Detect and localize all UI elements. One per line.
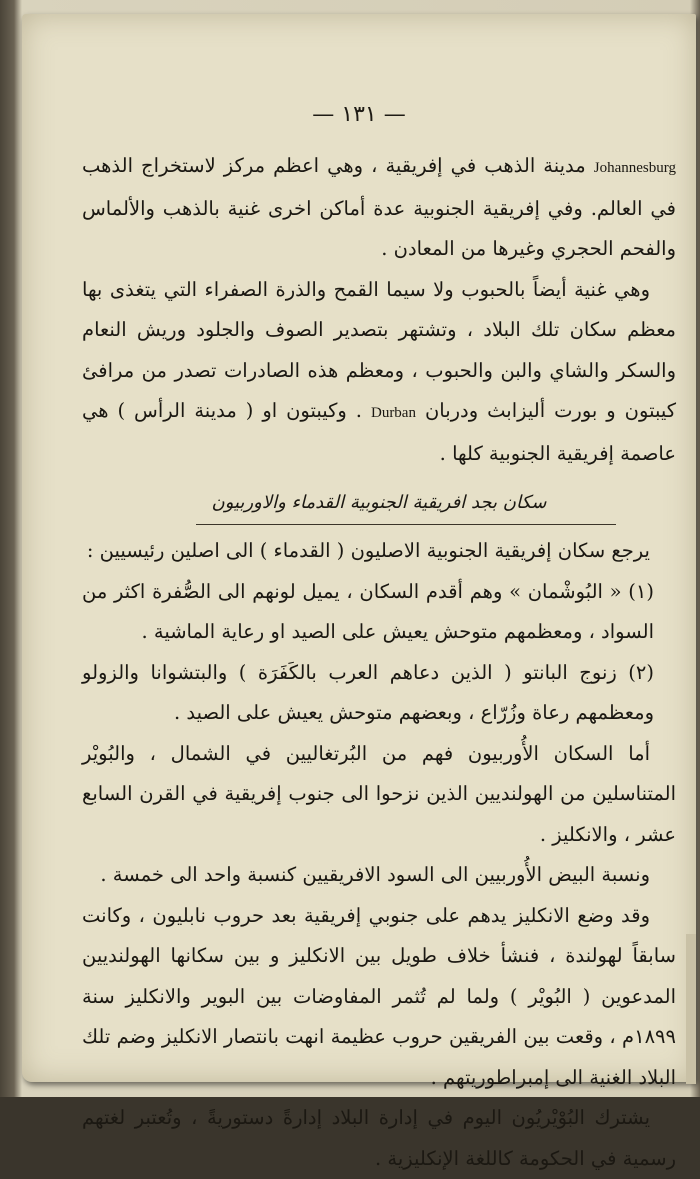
paragraph-text: مدينة الذهب في إفريقية ، وهي اعظم مركز لاستخراج الذهب في (82, 154, 676, 220)
paragraph-text: . وكيبتون او ( مدينة الرأس ) هي عاصمة إفريقية الجنوبية كلها . (82, 399, 676, 465)
paragraph-bushmen: (١) « البُوشْمان » وهم أقدم السكان ، يميل لونهم الى الصُّفرة اكثر من السواد ، ومعظمهم متوحش يعيش على الصيد او رعاية الماشية . (82, 579, 654, 643)
paragraph-exports (82, 270, 676, 475)
torn-page-edge (686, 934, 696, 1084)
paragraph-bantu: (٢) زنوج البانتو ( الذين دعاهم العرب بالكَفَرَة ) والبتشوانا والزولو ومعظمهم رعاة وزُرّاع ، وبعضهم متوحش يعيش على الصيد . (82, 660, 654, 724)
page-number: — ١٣١ — (312, 102, 406, 127)
book-page (22, 14, 696, 1170)
paragraph-johannesburg (82, 146, 676, 270)
paragraph-ratio: ونسبة البيض الأُوربيين الى السود الافريقيين كنسبة واحد الى خمسة . (100, 863, 650, 886)
paragraph-boers-today: يشترك البُوْيْريُون اليوم في إدارة البلاد إدارةً دستوريةً ، وتُعتبر لغتهم رسمية في الحكومة كاللغة الإنكليزية . (82, 1106, 676, 1170)
paragraph-origins: يرجع سكان إفريقية الجنوبية الاصليون ( القدماء ) الى اصلين رئيسيين : (86, 539, 650, 562)
paragraph-text: وهي غنية أيضاً بالحبوب ولا سيما القمح والذرة الصفراء التي يتغذى بها معظم سكان تلك البلاد ، وتشتهر بتصدير الصوف والجلود وريش النعام والسكر والشاي والبن والحبوب ، ومعظم هذه الصادرات تصدر من مرافئ كيبتون و بورت أليزابث ودربان (82, 277, 676, 422)
page-body (82, 146, 676, 1179)
latin-word-johannesburg: Johannesburg (593, 160, 676, 176)
paragraph-europeans: أما السكان الأُوربيون فهم من البُرتغاليين في الشمال ، والبُويْر المتناسلين من الهولنديين الذين نزحوا الى جنوب إفريقية في القرن السابع عشر ، والانكليز . (82, 741, 676, 846)
paragraph-english-rule: وقد وضع الانكليز يدهم على جنوبي إفريقية بعد حروب نابليون ، وكانت سابقاً لهولندة ، فنشأ خلاف طويل بين الانكليز و بين سكانها الهولنديين المدعوين ( البُويْر ) ولما لم تُثمر المفاوضات بين البوير والانكليز سنة ١٨٩٩م ، وقعت بين الفريقين حروب عظيمة انهت بانتصار الانكليز وضم تلك البلاد الغنية الى إمبراطوريتهم . (82, 903, 676, 1089)
paragraph-text: العالم. وفي إفريقية الجنوبية عدة أماكن اخرى غنية بالذهب والألماس والفحم الحجري وغيرها من المعادن . (82, 196, 676, 260)
section-heading: سكان بجد افريقية الجنوبية القدماء والاوربيون (211, 492, 547, 513)
latin-word-durban: Durban (370, 405, 416, 421)
heading-underline (196, 524, 616, 525)
